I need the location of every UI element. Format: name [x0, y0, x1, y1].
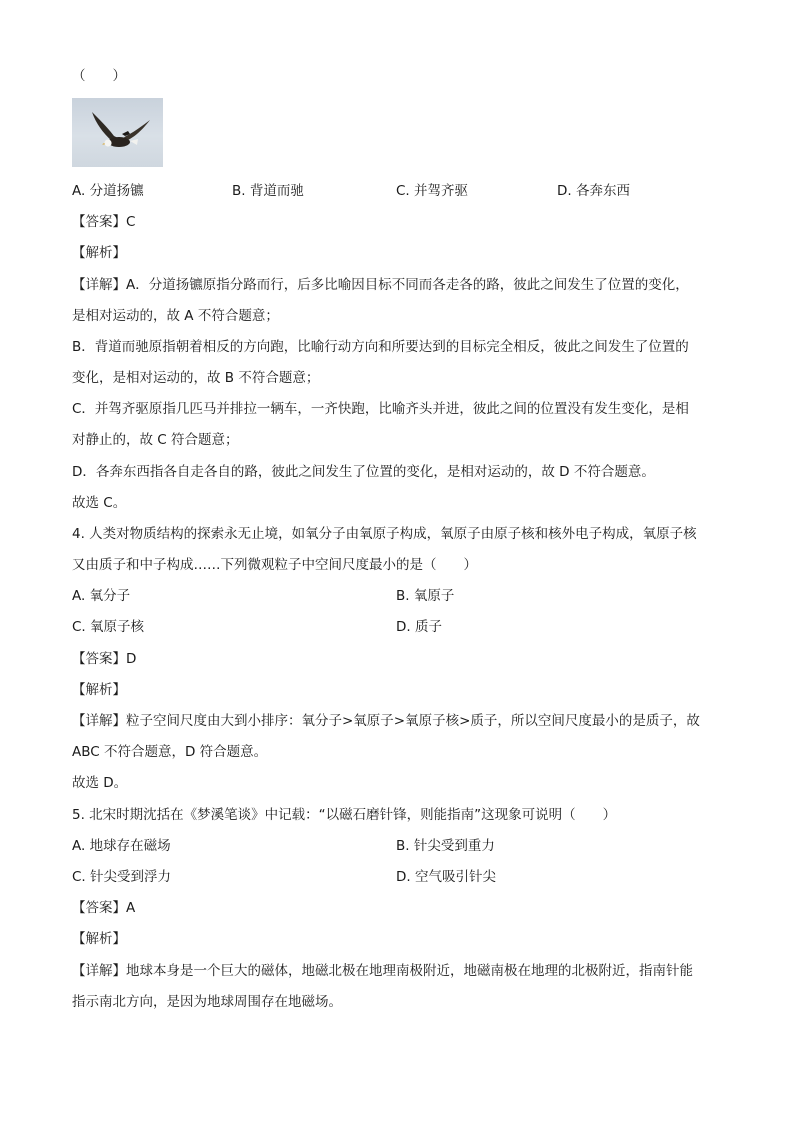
q3-detail-line: 对静止的，故 C 符合题意； — [72, 432, 239, 448]
q4-option-a: A. 氧分子 — [72, 588, 131, 604]
q3-analysis-heading: 【解析】 — [72, 245, 126, 261]
q4-analysis-heading: 【解析】 — [72, 682, 126, 698]
q4-option-c: C. 氧原子核 — [72, 619, 145, 635]
q4-conclusion: 故选 D。 — [72, 775, 128, 791]
q4-detail-line: 【详解】粒子空间尺度由大到小排序：氧分子>氧原子>氧原子核>质子，所以空间尺度最小的是质子，故 — [72, 713, 700, 729]
q3-detail-line: D．各奔东西指各自走各自的路，彼此之间发生了位置的变化，是相对运动的，故 D 不符合题意。 — [72, 464, 655, 480]
q3-detail-line: B．背道而驰原指朝着相反的方向跑，比喻行动方向和所要达到的目标完全相反，彼此之间发生了位置的 — [72, 339, 689, 355]
q3-detail-line: C．并驾齐驱原指几匹马并排拉一辆车，一齐快跑，比喻齐头并进，彼此之间的位置没有发生变化，是相 — [72, 401, 689, 417]
q3-option-d: D. 各奔东西 — [557, 183, 630, 199]
q3-detail-line: 是相对运动的，故 A 不符合题意； — [72, 308, 279, 324]
q5-stem: 5. 北宋时期沈括在《梦溪笔谈》中记载：“以磁石磨针锋，则能指南”这现象可说明（ ） — [72, 807, 617, 823]
q5-option-a: A. 地球存在磁场 — [72, 838, 171, 854]
q5-option-b: B. 针尖受到重力 — [396, 838, 495, 854]
q4-answer: 【答案】D — [72, 651, 137, 667]
eagle-icon — [72, 98, 163, 167]
q3-conclusion: 故选 C。 — [72, 495, 127, 511]
q4-option-b: B. 氧原子 — [396, 588, 455, 604]
q3-option-b: B. 背道而驰 — [232, 183, 304, 199]
q3-answer: 【答案】C — [72, 214, 136, 230]
q3-detail-line: 【详解】A．分道扬镳原指分路而行，后多比喻因目标不同而各走各的路，彼此之间发生了位置的变化， — [72, 277, 689, 293]
q5-option-c: C. 针尖受到浮力 — [72, 869, 172, 885]
eagle-photo — [72, 98, 163, 167]
q5-analysis-heading: 【解析】 — [72, 931, 126, 947]
q5-detail-line: 指示南北方向，是因为地球周围存在地磁场。 — [72, 994, 342, 1010]
q3-option-c: C. 并驾齐驱 — [396, 183, 469, 199]
q3-answer-blank: （ ） — [72, 68, 126, 84]
q3-detail-line: 变化，是相对运动的，故 B 不符合题意； — [72, 370, 320, 386]
q3-option-a: A. 分道扬镳 — [72, 183, 144, 199]
q5-answer: 【答案】A — [72, 900, 136, 916]
q4-stem-line: 又由质子和中子构成……下列微观粒子中空间尺度最小的是（ ） — [72, 557, 477, 573]
q4-stem-line: 4. 人类对物质结构的探索永无止境，如氧分子由氧原子构成，氧原子由原子核和核外电子构成，氧原子核 — [72, 526, 697, 542]
q4-detail-line: ABC 不符合题意，D 符合题意。 — [72, 744, 268, 760]
q5-detail-line: 【详解】地球本身是一个巨大的磁体，地磁北极在地理南极附近，地磁南极在地理的北极附近，指南针能 — [72, 963, 693, 979]
q5-option-d: D. 空气吸引针尖 — [396, 869, 496, 885]
q4-option-d: D. 质子 — [396, 619, 442, 635]
